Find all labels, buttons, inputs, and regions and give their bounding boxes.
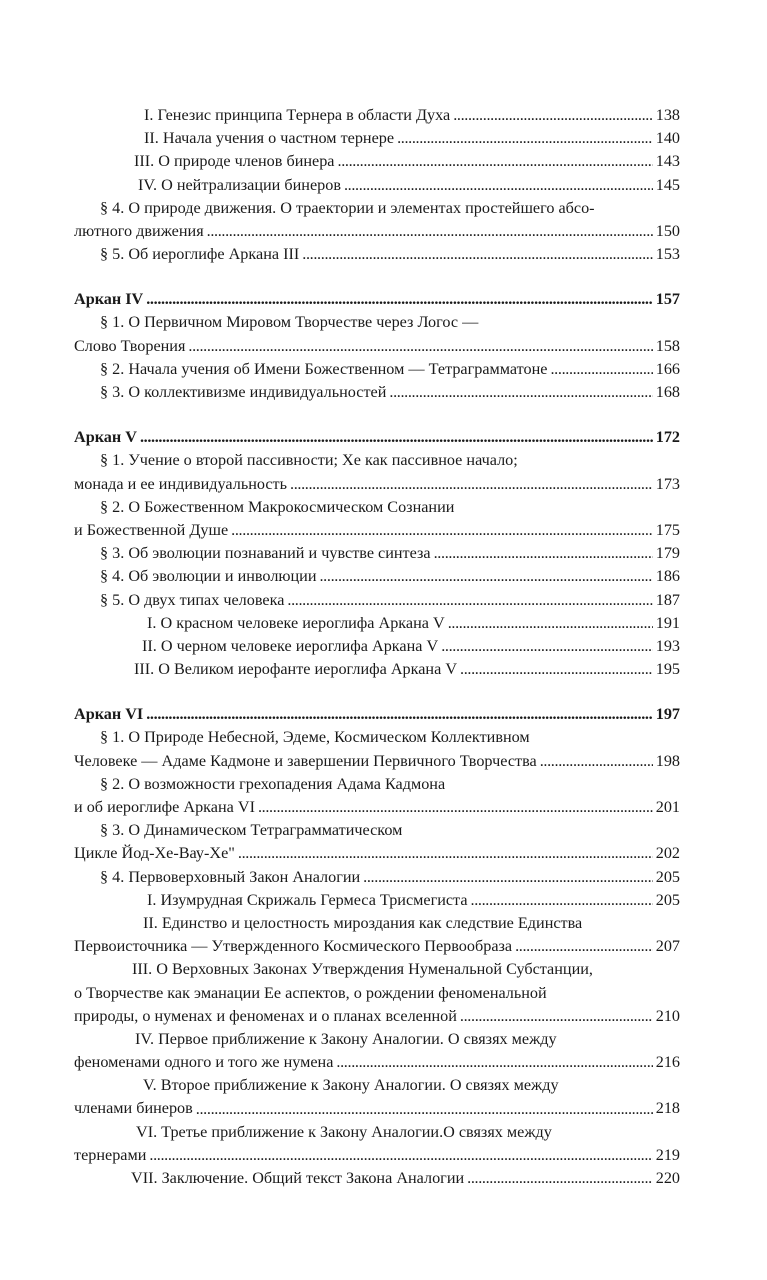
- toc-page-number: 179: [655, 544, 680, 563]
- toc-page-number: 172: [655, 428, 680, 447]
- toc-page-number: 143: [655, 152, 680, 171]
- toc-entry: [74, 935, 680, 958]
- toc-entry: [74, 1074, 680, 1097]
- toc-entry-title: § 1. О Природе Небесной, Эдеме, Космическом Коллективном: [100, 728, 530, 747]
- toc-entry: [74, 312, 680, 335]
- dot-leader: [287, 589, 652, 612]
- toc-entry: [74, 819, 680, 842]
- section-gap: [74, 266, 680, 288]
- dot-leader: [188, 335, 652, 358]
- table-of-contents: [74, 104, 680, 1190]
- dot-leader: [471, 889, 653, 912]
- toc-entry: [74, 982, 680, 1005]
- toc-entry-title: III. О Великом иерофанте иероглифа Аркана V: [134, 660, 458, 679]
- toc-page-number: 198: [655, 751, 680, 770]
- toc-entry-title: VII. Заключение. Общий текст Закона Аналогии: [131, 1169, 465, 1188]
- toc-entry: [74, 1005, 680, 1028]
- toc-page-number: 145: [655, 175, 680, 194]
- toc-page-number: 157: [655, 290, 680, 309]
- toc-entry: [74, 1144, 680, 1167]
- toc-entry: [74, 243, 680, 266]
- toc-entry-title: II. Единство и целостность мироздания как следствие Единства: [143, 913, 583, 932]
- toc-entry-title: о Творчестве как эманации Ее аспектов, о рождении феноменальной: [74, 983, 547, 1002]
- toc-entry-title: § 1. Учение о второй пассивности; Хе как пассивное начало;: [100, 451, 518, 470]
- toc-entry: [74, 1121, 680, 1144]
- toc-entry-title: Аркан VI: [74, 705, 144, 724]
- dot-leader: [397, 127, 653, 150]
- toc-entry-title: IV. Первое приближение к Закону Аналогии. О связях между: [135, 1029, 557, 1048]
- toc-entry-title: § 5. О двух типах человека: [100, 590, 285, 609]
- toc-page-number: 166: [655, 359, 680, 378]
- toc-entry: [74, 1167, 680, 1190]
- toc-entry-title: и об иероглифе Аркана VI: [74, 798, 255, 817]
- dot-leader: [196, 1098, 653, 1121]
- toc-page-number: 216: [655, 1053, 680, 1072]
- toc-entry-title: тернерами: [74, 1145, 147, 1164]
- toc-section-heading: [74, 288, 680, 311]
- toc-entry: [74, 150, 680, 173]
- toc-entry: [74, 220, 680, 243]
- toc-entry: [74, 449, 680, 472]
- toc-entry: [74, 889, 680, 912]
- toc-entry: [74, 958, 680, 981]
- toc-page-number: 193: [655, 636, 680, 655]
- toc-entry: [74, 796, 680, 819]
- toc-entry-title: II. О черном человеке иероглифа Аркана V: [142, 636, 439, 655]
- toc-entry-title: I. Генезис принципа Тернера в области Духа: [144, 105, 451, 124]
- toc-entry-title: § 2. О Божественном Макрокосмическом Сознании: [100, 497, 455, 516]
- toc-page-number: 210: [655, 1006, 680, 1025]
- toc-entry: [74, 542, 680, 565]
- dot-leader: [363, 866, 653, 889]
- toc-entry: [74, 565, 680, 588]
- dot-leader: [140, 426, 653, 449]
- toc-page-number: 219: [655, 1145, 680, 1164]
- toc-page-number: 220: [655, 1169, 680, 1188]
- toc-entry: [74, 1098, 680, 1121]
- dot-leader: [460, 1005, 653, 1028]
- toc-entry-title: § 3. Об эволюции познаваний и чувстве синтеза: [100, 544, 431, 563]
- toc-page-number: 207: [655, 937, 680, 956]
- toc-entry-title: § 2. О возможности грехопадения Адама Кадмона: [100, 774, 446, 793]
- toc-page-number: 175: [655, 520, 680, 539]
- toc-entry-title: Цикле Йод-Хе-Вау-Хе": [74, 844, 235, 863]
- toc-entry: [74, 1028, 680, 1051]
- toc-page-number: 140: [655, 129, 680, 148]
- dot-leader: [258, 796, 653, 819]
- toc-entry: [74, 773, 680, 796]
- toc-entry: [74, 912, 680, 935]
- dot-leader: [146, 703, 652, 726]
- toc-entry-title: § 2. Начала учения об Имени Божественном — Тетраграмматоне: [100, 359, 548, 378]
- toc-entry-title: Первоисточника — Утвержденного Космического Первообраза: [74, 937, 513, 956]
- dot-leader: [515, 935, 653, 958]
- toc-page-number: 218: [655, 1099, 680, 1118]
- toc-entry-title: членами бинеров: [74, 1099, 193, 1118]
- toc-page-number: 191: [655, 613, 680, 632]
- toc-entry: [74, 358, 680, 381]
- dot-leader: [336, 1051, 652, 1074]
- dot-leader: [389, 381, 652, 404]
- toc-entry-title: IV. О нейтрализации бинеров: [138, 175, 341, 194]
- dot-leader: [434, 542, 653, 565]
- dot-leader: [550, 358, 652, 381]
- toc-entry: [74, 519, 680, 542]
- toc-entry: [74, 842, 680, 865]
- dot-leader: [207, 220, 653, 243]
- toc-entry-title: V. Второе приближение к Закону Аналогии. О связях между: [143, 1076, 559, 1095]
- toc-entry: [74, 635, 680, 658]
- toc-entry-title: § 1. О Первичном Мировом Творчестве через Логос —: [100, 313, 479, 332]
- toc-entry-title: феноменами одного и того же нумена: [74, 1053, 334, 1072]
- toc-entry: [74, 174, 680, 197]
- toc-entry-title: III. О Верховных Законах Утверждения Нуменальной Субстанции,: [132, 960, 593, 979]
- toc-entry-title: VI. Третье приближение к Закону Аналогии.О связях между: [136, 1122, 552, 1141]
- toc-entry: [74, 335, 680, 358]
- toc-entry-title: Аркан IV: [74, 290, 144, 309]
- dot-leader: [338, 150, 653, 173]
- toc-section-heading: [74, 703, 680, 726]
- dot-leader: [238, 842, 653, 865]
- toc-entry-title: § 4. Первоверховный Закон Аналогии: [100, 867, 361, 886]
- dot-leader: [302, 243, 652, 266]
- toc-entry-title: § 4. О природе движения. О траектории и элементах простейшего абсо-: [100, 198, 595, 217]
- dot-leader: [441, 635, 653, 658]
- dot-leader: [290, 473, 653, 496]
- toc-entry: [74, 104, 680, 127]
- toc-entry-title: Аркан V: [74, 428, 137, 447]
- toc-entry: [74, 127, 680, 150]
- toc-page-number: 138: [655, 105, 680, 124]
- toc-entry-title: монада и ее индивидуальность: [74, 474, 288, 493]
- toc-entry: [74, 473, 680, 496]
- toc-page-number: 205: [655, 890, 680, 909]
- dot-leader: [319, 565, 652, 588]
- toc-entry: [74, 381, 680, 404]
- toc-entry-title: лютного движения: [74, 221, 204, 240]
- toc-page-number: 202: [655, 844, 680, 863]
- toc-page-number: 195: [655, 660, 680, 679]
- toc-entry-title: III. О природе членов бинера: [134, 152, 335, 171]
- dot-leader: [460, 658, 653, 681]
- toc-section-heading: [74, 426, 680, 449]
- toc-page-number: 186: [655, 567, 680, 586]
- toc-entry: [74, 727, 680, 750]
- toc-page-number: 173: [655, 474, 680, 493]
- toc-page-number: 153: [655, 245, 680, 264]
- dot-leader: [146, 288, 652, 311]
- dot-leader: [540, 750, 653, 773]
- dot-leader: [467, 1167, 653, 1190]
- toc-entry-title: § 3. О коллективизме индивидуальностей: [100, 383, 387, 402]
- section-gap: [74, 681, 680, 703]
- toc-page-number: 168: [655, 383, 680, 402]
- toc-entry-title: Человеке — Адаме Кадмоне и завершении Первичного Творчества: [74, 751, 537, 770]
- toc-entry-title: I. Изумрудная Скрижаль Гермеса Трисмегиста: [147, 890, 468, 909]
- toc-entry: [74, 496, 680, 519]
- toc-entry-title: II. Начала учения о частном тернере: [144, 129, 395, 148]
- dot-leader: [344, 174, 653, 197]
- toc-entry-title: природы, о нуменах и феноменах и о планах вселенной: [74, 1006, 457, 1025]
- dot-leader: [231, 519, 653, 542]
- toc-page-number: 158: [655, 336, 680, 355]
- toc-entry: [74, 750, 680, 773]
- toc-entry: [74, 589, 680, 612]
- toc-entry-title: § 5. Об иероглифе Аркана III: [100, 245, 300, 264]
- toc-entry: [74, 866, 680, 889]
- dot-leader: [453, 104, 653, 127]
- toc-page-number: 187: [655, 590, 680, 609]
- toc-entry: [74, 658, 680, 681]
- section-gap: [74, 404, 680, 426]
- toc-entry-title: I. О красном человеке иероглифа Аркана V: [147, 613, 445, 632]
- toc-entry-title: и Божественной Душе: [74, 520, 229, 539]
- toc-page-number: 205: [655, 867, 680, 886]
- toc-entry-title: § 3. О Динамическом Тетраграмматическом: [100, 821, 403, 840]
- dot-leader: [448, 612, 653, 635]
- dot-leader: [149, 1144, 652, 1167]
- toc-entry: [74, 197, 680, 220]
- toc-page-number: 201: [655, 798, 680, 817]
- toc-page-number: 197: [655, 705, 680, 724]
- toc-entry: [74, 1051, 680, 1074]
- toc-page-number: 150: [655, 221, 680, 240]
- toc-entry-title: Слово Творения: [74, 336, 186, 355]
- toc-entry-title: § 4. Об эволюции и инволюции: [100, 567, 317, 586]
- toc-entry: [74, 612, 680, 635]
